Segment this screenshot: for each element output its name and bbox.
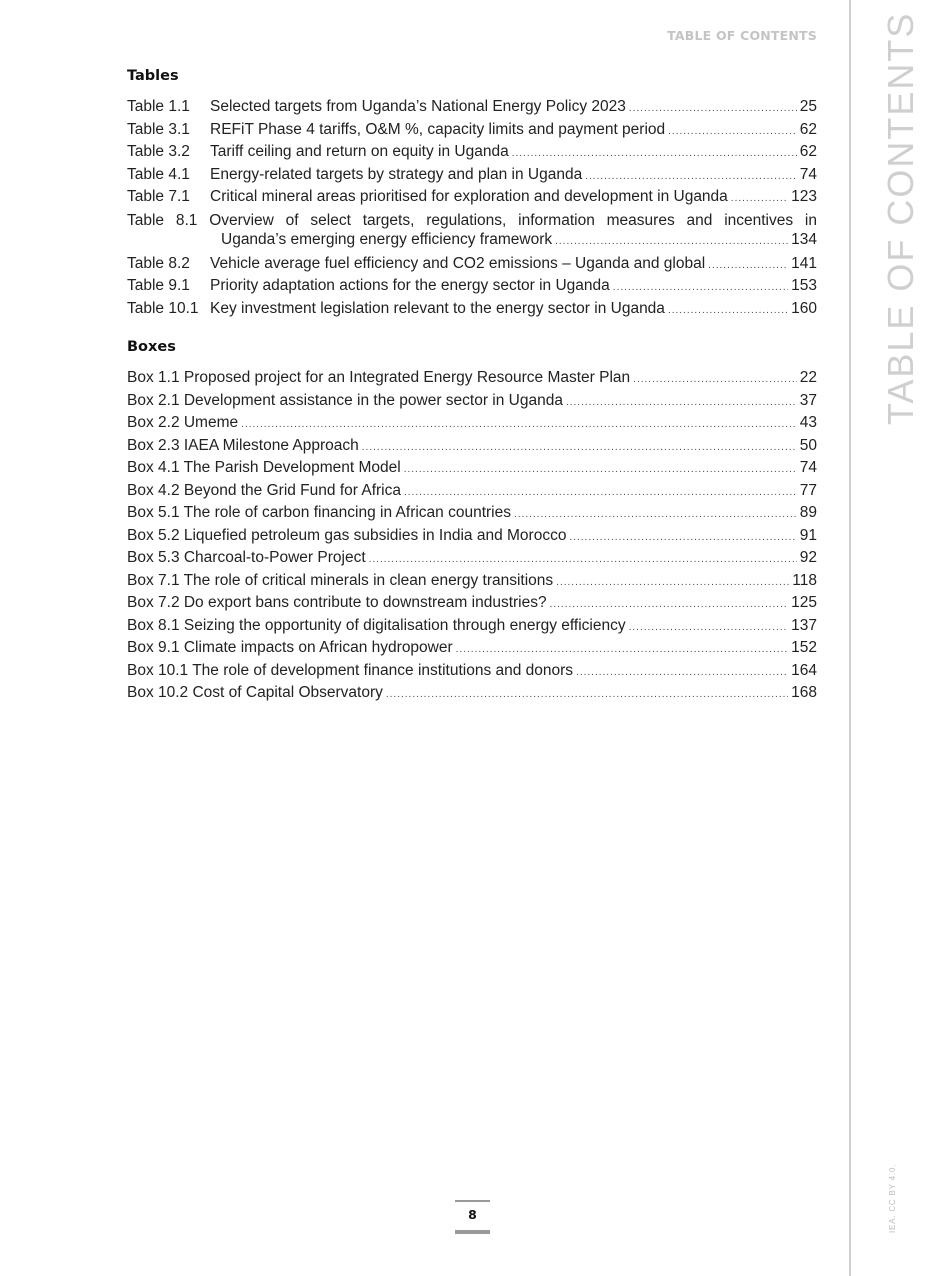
entry-page-number: 74	[799, 165, 817, 183]
entry-page-number: 153	[791, 277, 817, 294]
entry-number: Table 3.1	[127, 120, 190, 138]
tables-heading: Tables	[127, 68, 179, 84]
entry-page-number: 168	[791, 684, 817, 701]
toc-entry-table-4-1[interactable]	[127, 164, 817, 187]
toc-entry-table-10-1[interactable]	[127, 298, 817, 321]
toc-entry-box-2-2[interactable]	[127, 412, 817, 435]
dot-leader	[555, 232, 788, 251]
entry-number: Table 8.1	[127, 211, 198, 229]
dot-leader	[369, 549, 797, 572]
toc-entry-table-3-2[interactable]	[127, 141, 817, 164]
page-number: 8	[455, 1200, 490, 1234]
side-section-title: TABLE OF CONTENTS	[880, 11, 921, 425]
toc-entry-box-7-2[interactable]	[127, 592, 817, 615]
entry-title: Critical mineral areas prioritised for exploration and development in Uganda	[210, 188, 728, 205]
toc-entry-box-4-2[interactable]	[127, 480, 817, 503]
dot-leader	[456, 639, 788, 662]
toc-entry-box-10-1[interactable]	[127, 660, 817, 683]
dot-leader	[404, 482, 797, 505]
dot-leader	[585, 166, 797, 189]
entry-page-number: 22	[799, 369, 817, 386]
entry-title: Box 8.1 Seizing the opportunity of digitalisation through energy efficiency	[127, 616, 626, 634]
dot-leader	[569, 527, 796, 550]
boxes-list	[127, 367, 817, 705]
dot-leader	[633, 369, 797, 392]
toc-entry-table-1-1[interactable]	[127, 96, 817, 119]
entry-title: Box 5.1 The role of carbon financing in African countries	[127, 504, 511, 521]
dot-leader	[404, 459, 797, 482]
dot-leader	[556, 572, 789, 595]
entry-number: Table 4.1	[127, 165, 190, 183]
entry-page-number: 164	[791, 661, 817, 679]
dot-leader	[731, 188, 788, 211]
entry-page-number: 62	[799, 143, 817, 160]
toc-entry-box-5-2[interactable]	[127, 525, 817, 548]
toc-entry-table-7-1[interactable]	[127, 186, 817, 209]
entry-page-number: 125	[791, 594, 817, 611]
dot-leader	[668, 121, 797, 144]
entry-number: Table 1.1	[127, 98, 190, 115]
toc-entry-box-4-1[interactable]	[127, 457, 817, 480]
toc-entry-box-9-1[interactable]	[127, 637, 817, 660]
entry-title: Box 10.2 Cost of Capital Observatory	[127, 684, 383, 701]
entry-number: Table 8.2	[127, 254, 190, 272]
entry-page-number: 91	[799, 526, 817, 544]
entry-title: REFiT Phase 4 tariffs, O&M %, capacity limits and payment period	[210, 120, 666, 138]
entry-page-number: 118	[792, 571, 817, 589]
entry-title: Key investment legislation relevant to the energy sector in Uganda	[210, 299, 665, 317]
dot-leader	[613, 277, 788, 300]
tables-list	[127, 96, 817, 320]
entry-title-line2: Uganda’s emerging energy efficiency framework	[221, 230, 553, 248]
entry-page-number: 152	[791, 639, 817, 656]
entry-title: Box 2.1 Development assistance in the power sector in Uganda	[127, 391, 563, 409]
entry-title: Box 4.2 Beyond the Grid Fund for Africa	[127, 481, 401, 499]
toc-entry-table-3-1[interactable]	[127, 119, 817, 142]
toc-entry-box-7-1[interactable]	[127, 570, 817, 593]
right-margin-rule	[849, 0, 851, 1276]
entry-number: Table 7.1	[127, 188, 190, 205]
entry-page-number: 62	[799, 120, 817, 138]
entry-number: Table 10.1	[127, 299, 199, 317]
entry-page-number: 141	[791, 254, 817, 272]
toc-entry-table-9-1[interactable]	[127, 275, 817, 298]
entry-page-number: 137	[791, 616, 817, 634]
entry-title: Selected targets from Uganda’s National Energy Policy 2023	[210, 98, 626, 115]
entry-page-number: 77	[799, 481, 817, 499]
dot-leader	[629, 617, 789, 640]
toc-entry-table-8-1[interactable]	[127, 209, 817, 253]
entry-title: Vehicle average fuel efficiency and CO2 emissions – Uganda and global	[210, 254, 706, 272]
entry-title: Box 5.2 Liquefied petroleum gas subsidies in India and Morocco	[127, 526, 567, 544]
dot-leader	[668, 300, 788, 323]
entry-page-number: 37	[799, 391, 817, 409]
toc-entry-box-10-2[interactable]	[127, 682, 817, 705]
dot-leader	[566, 392, 797, 415]
dot-leader	[629, 98, 797, 121]
entry-title: Box 5.3 Charcoal-to-Power Project	[127, 549, 366, 566]
entry-title: Energy-related targets by strategy and plan in Uganda	[210, 165, 583, 183]
entry-title: Priority adaptation actions for the energy sector in Uganda	[210, 277, 610, 294]
dot-leader	[576, 662, 788, 685]
entry-title: Box 7.2 Do export bans contribute to downstream industries?	[127, 594, 547, 611]
entry-number: Table 3.2	[127, 143, 190, 160]
toc-entry-box-2-1[interactable]	[127, 390, 817, 413]
dot-leader	[512, 143, 797, 166]
toc-entry-box-2-3[interactable]	[127, 435, 817, 458]
entry-title-line1: Overview of select targets, regulations, information measures and incentives in	[209, 211, 817, 229]
entry-first-line	[127, 211, 817, 230]
toc-entry-box-1-1[interactable]	[127, 367, 817, 390]
entry-page-number: 134	[791, 230, 817, 248]
dot-leader	[514, 504, 797, 527]
license-note: IEA. CC BY 4.0.	[888, 1163, 897, 1233]
entry-page-number: 25	[799, 98, 817, 115]
entry-title: Box 4.1 The Parish Development Model	[127, 459, 401, 476]
entry-title: Box 7.1 The role of critical minerals in clean energy transitions	[127, 571, 554, 589]
entry-title: Tariff ceiling and return on equity in Uganda	[210, 143, 509, 160]
toc-entry-box-8-1[interactable]	[127, 615, 817, 638]
dot-leader	[241, 414, 797, 437]
entry-title: Box 9.1 Climate impacts on African hydropower	[127, 639, 453, 656]
entry-page-number: 89	[799, 504, 817, 521]
entry-page-number: 74	[799, 459, 817, 476]
dot-leader	[386, 684, 788, 707]
entry-page-number: 43	[799, 414, 817, 431]
entry-title: Box 10.1 The role of development finance institutions and donors	[127, 661, 574, 679]
entry-page-number: 123	[791, 188, 817, 205]
entry-page-number: 50	[799, 436, 817, 454]
dot-leader	[550, 594, 789, 617]
entry-title: Box 2.2 Umeme	[127, 414, 239, 431]
dot-leader	[362, 437, 797, 460]
running-header: TABLE OF CONTENTS	[667, 28, 817, 43]
entry-page-number: 160	[791, 299, 817, 317]
entry-title: Box 1.1 Proposed project for an Integrated Energy Resource Master Plan	[127, 369, 631, 386]
entry-number: Table 9.1	[127, 277, 190, 294]
boxes-heading: Boxes	[127, 339, 176, 355]
entry-title: Box 2.3 IAEA Milestone Approach	[127, 436, 359, 454]
toc-entry-box-5-1[interactable]	[127, 502, 817, 525]
toc-entry-box-5-3[interactable]	[127, 547, 817, 570]
entry-page-number: 92	[799, 549, 817, 566]
dot-leader	[708, 255, 788, 278]
entry-second-line	[127, 230, 817, 251]
toc-entry-table-8-2[interactable]	[127, 253, 817, 276]
